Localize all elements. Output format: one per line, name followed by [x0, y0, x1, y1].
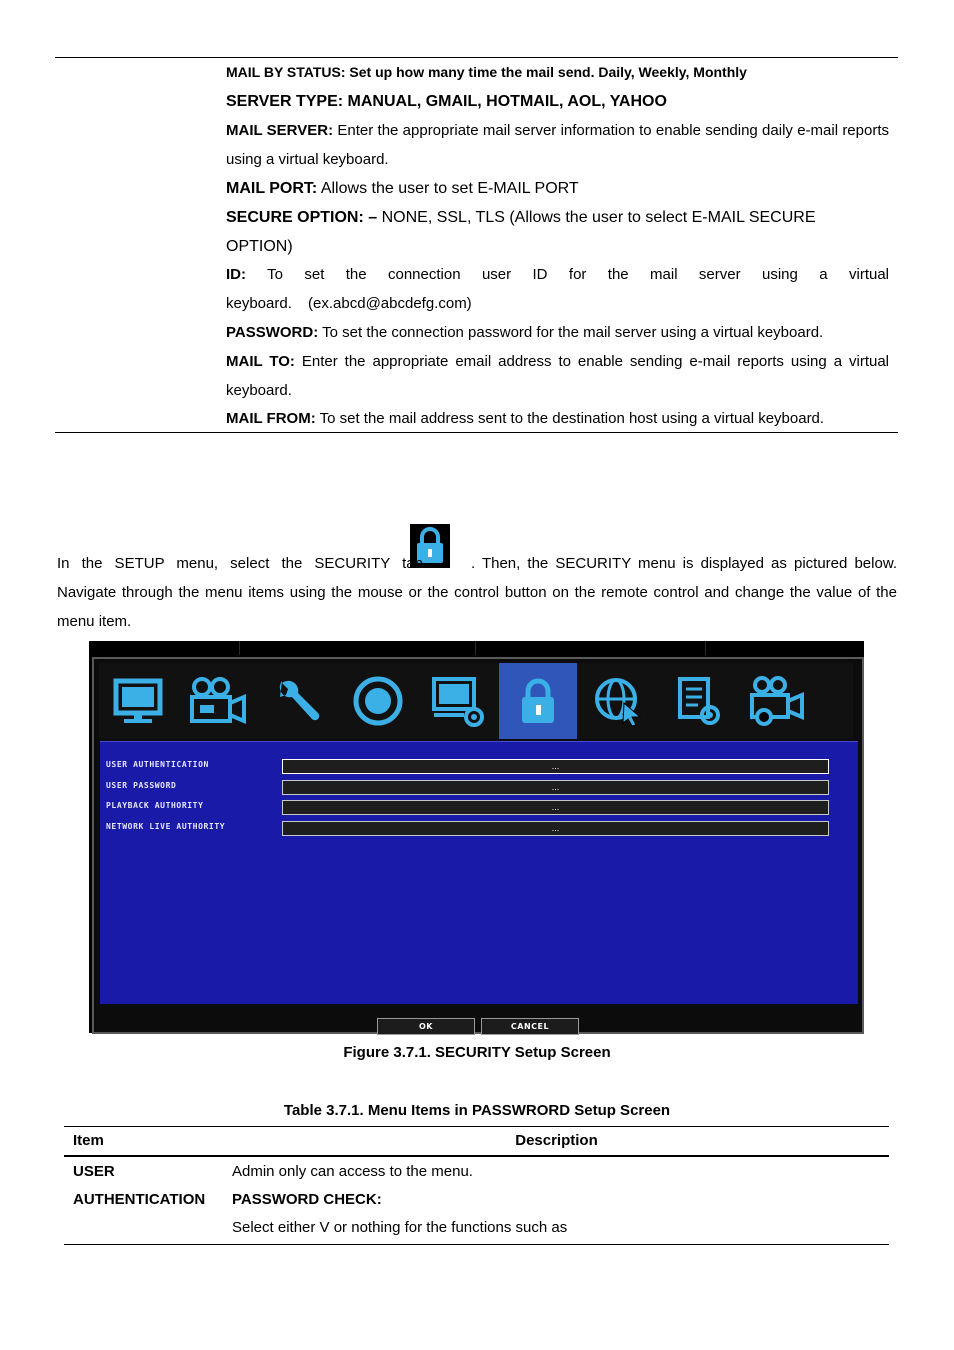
network-live-authority-field[interactable]: ...: [282, 821, 829, 836]
password-setting: PASSWORD: To set the connection password for the mail server using a virtual keyboard.: [226, 324, 824, 341]
event-icon[interactable]: [659, 663, 737, 739]
mail-to: MAIL TO: Enter the appropriate email address to enable sending e-mail reports using a virtual keyboard.: [226, 353, 890, 399]
mail-port: MAIL PORT: Allows the user to set E-MAIL PORT: [226, 180, 579, 197]
system-icon[interactable]: [419, 663, 497, 739]
server-type: SERVER TYPE: MANUAL, GMAIL, HOTMAIL, AOL, YAHOO: [226, 93, 667, 110]
wrench-icon[interactable]: [259, 663, 337, 739]
top-strip: [89, 641, 240, 655]
camera-settings-icon[interactable]: [739, 663, 817, 739]
menu-label-network-live-authority: NETWORK LIVE AUTHORITY: [106, 822, 226, 831]
playback-authority-field[interactable]: ...: [282, 800, 829, 815]
user-authentication-field[interactable]: ...: [282, 759, 829, 774]
table-header-description: Description: [515, 1132, 598, 1149]
table-row-description: Admin only can access to the menu. PASSWORD CHECK: Select either V or nothing for the functions such as: [232, 1163, 568, 1236]
table-bottom-rule: [64, 1244, 889, 1245]
menu-label-user-password: USER PASSWORD: [106, 781, 177, 790]
secure-option: SECURE OPTION: – NONE, SSL, TLS (Allows the user to select E-MAIL SECURE OPTION): [226, 209, 816, 255]
setup-window: [92, 657, 864, 1034]
user-password-field[interactable]: ...: [282, 780, 829, 795]
mail-by-status: MAIL BY STATUS: Set up how many time the mail send. Daily, Weekly, Monthly: [226, 64, 747, 80]
menu-label-user-authentication: USER AUTHENTICATION: [106, 760, 209, 769]
top-strip: [475, 641, 706, 655]
camera-icon[interactable]: [179, 663, 257, 739]
mail-server: MAIL SERVER: Enter the appropriate mail server information to enable sending daily e-mail reports using a virtual keyboard.: [226, 122, 890, 168]
monitor-icon[interactable]: [99, 663, 177, 739]
bottom-rule: [55, 432, 898, 433]
top-strip: [239, 641, 476, 655]
security-menu-panel: [100, 741, 858, 1004]
table-header-item: Item: [73, 1132, 104, 1149]
ok-button[interactable]: OK: [377, 1018, 475, 1035]
network-icon[interactable]: [579, 663, 657, 739]
mail-from: MAIL FROM: To set the mail address sent to the destination host using a virtual keyboard.: [226, 410, 825, 427]
lock-icon[interactable]: [499, 663, 577, 739]
setup-tab-bar: [99, 663, 853, 739]
menu-label-playback-authority: PLAYBACK AUTHORITY: [106, 801, 204, 810]
intro-paragraph: In the SETUP menu, select the SECURITY tab . Then, the SECURITY menu is displayed as pictured below. Navigate through the menu items using the mouse or the control button on the remote control and change the value of the menu item.: [57, 555, 897, 630]
table-row-item: USER AUTHENTICATION: [73, 1163, 206, 1208]
table-header-rule: [64, 1155, 889, 1157]
security-setup-screen: [89, 641, 864, 1033]
table-caption: Table 3.7.1. Menu Items in PASSWRORD Setup Screen: [283, 1102, 671, 1119]
id-setting: ID: To set the connection user ID for the mail server using a virtual keyboard. (ex.abcd@abcdefg.com): [226, 266, 889, 312]
figure-caption: Figure 3.7.1. SECURITY Setup Screen: [343, 1044, 611, 1061]
record-icon[interactable]: [339, 663, 417, 739]
cancel-button[interactable]: CANCEL: [481, 1018, 579, 1035]
